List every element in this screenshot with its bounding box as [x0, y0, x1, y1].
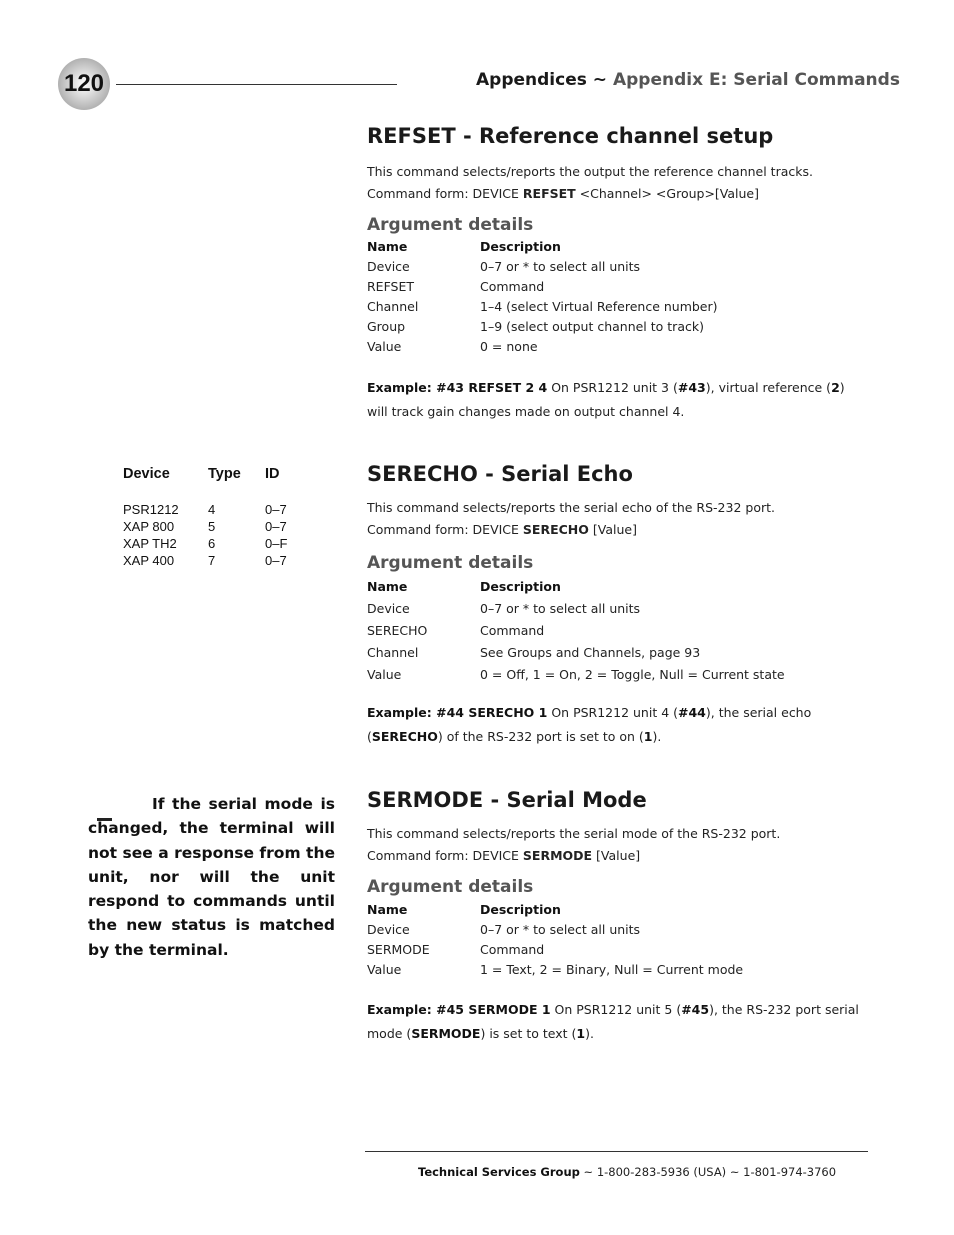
type-cell: 6	[208, 536, 216, 551]
example-bold: 2	[831, 380, 840, 395]
page-number: 120	[63, 70, 105, 97]
type-cell: 4	[208, 502, 216, 517]
arg-desc: 0–7 or * to select all units	[480, 259, 641, 274]
example-text: ).	[652, 729, 662, 744]
refset-title: REFSET - Reference channel setup	[367, 124, 774, 148]
serecho-arg-heading: Argument details	[367, 553, 534, 573]
id-cell: 0–F	[265, 536, 288, 551]
refset-form-suffix: <Channel> <Group>[Value]	[575, 186, 759, 201]
refset-description: This command selects/reports the output the reference channel tracks.	[367, 164, 813, 179]
header-rule	[116, 84, 397, 85]
id-cell: 0–7	[265, 502, 287, 517]
example-text: On PSR1212 unit 3 (	[547, 380, 678, 395]
footer-sep: ~	[579, 1165, 597, 1179]
serial-mode-note	[88, 792, 335, 962]
arg-name: Channel	[367, 645, 419, 660]
refset-arg-heading: Argument details	[367, 215, 534, 235]
col-name-header: Name	[367, 239, 408, 254]
col-name-header: Name	[367, 902, 408, 917]
id-cell: 0–7	[265, 553, 287, 568]
example-text: ), virtual reference (	[705, 380, 832, 395]
device-cell: XAP TH2	[123, 536, 177, 551]
serecho-form-suffix: [Value]	[588, 522, 637, 537]
arg-desc: Command	[480, 623, 545, 638]
refset-form-cmd: REFSET	[522, 186, 576, 201]
id-cell: 0–7	[265, 519, 287, 534]
sermode-command-form	[367, 848, 640, 863]
arg-name: SERECHO	[367, 623, 428, 638]
serecho-form-prefix: Command form: DEVICE	[367, 522, 523, 537]
refset-example	[367, 376, 867, 424]
serecho-example-label: Example: #44 SERECHO 1	[367, 705, 548, 720]
example-text: On PSR1212 unit 5 (	[550, 1002, 682, 1017]
type-cell: 7	[208, 553, 216, 568]
header-title-sub: Appendix E: Serial Commands	[612, 70, 900, 90]
type-cell: 5	[208, 519, 216, 534]
col-name-header: Name	[367, 579, 408, 594]
sermode-form-suffix: [Value]	[592, 848, 641, 863]
example-bold: 1	[643, 729, 653, 744]
example-text: ) of the RS-232 port is set to on (	[437, 729, 644, 744]
footer-phone-intl: 1-801-974-3760	[743, 1165, 837, 1179]
example-bold: #43	[677, 380, 706, 395]
arg-name: Value	[367, 339, 402, 354]
arg-desc: 1–9 (select output channel to track)	[480, 319, 704, 334]
example-text: ), the RS-232 port serial mode (	[367, 1002, 859, 1041]
col-desc-header: Description	[480, 579, 561, 594]
serecho-description: This command selects/reports the serial echo of the RS-232 port.	[367, 500, 775, 515]
sermode-example	[367, 998, 867, 1046]
col-desc-header: Description	[480, 902, 561, 917]
example-bold: SERECHO	[371, 729, 438, 744]
arg-desc: See Groups and Channels, page 93	[480, 645, 701, 660]
serecho-title: SERECHO - Serial Echo	[367, 462, 633, 486]
refset-form-prefix: Command form: DEVICE	[367, 186, 523, 201]
device-cell: PSR1212	[123, 502, 179, 517]
arg-desc: 0–7 or * to select all units	[480, 601, 641, 616]
arg-desc: 0–7 or * to select all units	[480, 922, 641, 937]
serecho-command-form	[367, 522, 637, 537]
example-text: On PSR1212 unit 4 (	[547, 705, 679, 720]
arg-desc: 0 = Off, 1 = On, 2 = Toggle, Null = Current state	[480, 667, 785, 682]
arg-name: SERMODE	[367, 942, 430, 957]
device-cell: XAP 400	[123, 553, 175, 568]
arg-desc: 1 = Text, 2 = Binary, Null = Current mode	[480, 962, 744, 977]
example-bold: #44	[678, 705, 706, 720]
arg-name: Value	[367, 962, 402, 977]
footer-phone-usa: 1-800-283-5936 (USA)	[596, 1165, 727, 1179]
example-text: ) will track gain changes made on output channel 4.	[367, 380, 845, 419]
arg-desc: 0 = none	[480, 339, 538, 354]
serecho-example	[367, 701, 867, 749]
footer	[418, 1165, 836, 1179]
arg-name: Channel	[367, 299, 419, 314]
device-cell: XAP 800	[123, 519, 175, 534]
device-col-header: Device	[123, 466, 170, 482]
example-text: ), the serial echo (	[367, 705, 812, 744]
example-bold: SERMODE	[411, 1026, 481, 1041]
page-number-badge	[58, 58, 110, 110]
refset-example-label: Example: #43 REFSET 2 4	[367, 380, 548, 395]
example-text: ) is set to text (	[480, 1026, 577, 1041]
running-header	[476, 70, 900, 90]
id-col-header: ID	[265, 466, 280, 482]
example-text: ).	[585, 1026, 594, 1041]
note-text: If the serial mode is changed, the terminal will not see a response from the unit, nor will the unit respond to commands until the new status is matched by the terminal.	[88, 795, 335, 959]
arg-desc: Command	[480, 279, 545, 294]
arg-name: Device	[367, 601, 410, 616]
arg-name: REFSET	[367, 279, 415, 294]
col-desc-header: Description	[480, 239, 561, 254]
header-title-main: Appendices	[476, 70, 587, 90]
sermode-example-label: Example: #45 SERMODE 1	[367, 1002, 551, 1017]
footer-sep: ~	[726, 1165, 744, 1179]
sermode-arg-heading: Argument details	[367, 877, 534, 897]
example-bold: #45	[681, 1002, 710, 1017]
arg-name: Group	[367, 319, 406, 334]
arg-name: Value	[367, 667, 402, 682]
sermode-form-cmd: SERMODE	[522, 848, 593, 863]
sermode-description: This command selects/reports the serial mode of the RS-232 port.	[367, 826, 781, 841]
footer-org: Technical Services Group	[418, 1165, 580, 1179]
refset-command-form	[367, 186, 759, 201]
footer-rule	[365, 1151, 868, 1152]
header-separator: ~	[586, 70, 613, 90]
example-bold: 1	[576, 1026, 586, 1041]
type-col-header: Type	[208, 466, 241, 482]
arg-desc: Command	[480, 942, 545, 957]
serecho-form-cmd: SERECHO	[522, 522, 589, 537]
arg-name: Device	[367, 259, 410, 274]
arg-desc: 1–4 (select Virtual Reference number)	[480, 299, 718, 314]
sermode-form-prefix: Command form: DEVICE	[367, 848, 523, 863]
sermode-title: SERMODE - Serial Mode	[367, 788, 647, 812]
arg-name: Device	[367, 922, 410, 937]
